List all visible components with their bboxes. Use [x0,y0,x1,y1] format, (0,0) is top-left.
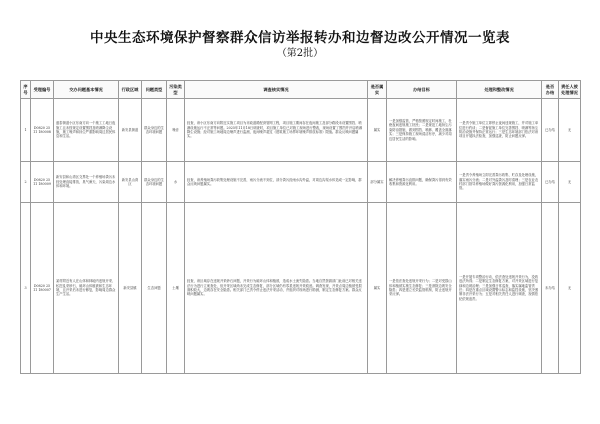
cell-accountability: 无 [559,203,581,374]
cell-complaint: 某村附近有人在山体和林地内违规开采、私挖乱采砂石，破坏山体植被和生态环境，且开采后未进行修复，影响周边群众生产生活。 [54,203,119,374]
cell-investigation: 经查，该养殖场粪污收集处理设施不完善，雨污分流不到位，部分粪污经雨水沟外溢，对周边沟渠水体造成一定影响，群众反映问题属实。 [185,162,368,203]
table-header-row [21,81,581,99]
cell-investigation: 经查，该区域存在违规开采砂石问题，开采行为破坏山体和植被，造成水土流失隐患。当地自然资源部门此前已对相关违法行为进行立案查处，但开采区域尚未完成生态修复，部分区域仍有零星违规开采痕迹。调查发现，开采点周边植被受损面积较大，边坡存在安全隐患。相关部门已责令停止违法开采活动，并组织对现场进行勘测，制定生态修复方案。群众反映问题属实。 [185,203,368,374]
cell-complaint: 盛泰街道小区东南方向一个施工工地日夜施工且未按规定设置围挡及喷淋降尘设施，施工噪声和扬尘严重影响周边居民休息和生活。 [54,99,119,162]
cell-pollution-type: 水 [167,162,185,203]
cell-issue-type: 群众身边的生态环境问题 [142,99,167,162]
document-subtitle: （第2批） [276,48,324,59]
cell-region: 新安县山湾区 [119,162,142,203]
cell-is-true: 部分属实 [368,162,387,203]
cell-issue-type: 生态问题 [142,203,167,374]
cell-is-closed: 已办结 [542,162,559,203]
header-region: 行政区域 [119,81,142,99]
cell-seq: 2 [21,162,31,203]
cell-goal: 一是加强监管，严格按照规定时间施工，杜绝夜间违规施工扰民；二是规范工地扬尘污染防治措施，做到围挡、喷淋、覆盖全面落实；三是保持施工现场清洁有序，减少对周边居民生活的影响。 [387,99,457,162]
header-complaint: 交办问题基本情况 [54,81,119,99]
cell-case-id: D0820 2511 180008 [31,99,54,162]
cell-goal: 一是依法查处违规开采行为；二是对受损山体和植被实施生态修复；三是消除边坡安全隐患；四是建立长效监管机制，防止违规开采反弹。 [387,203,457,374]
cell-is-closed: 已办结 [542,99,559,162]
cell-is-closed: 未办结 [542,203,559,374]
header-seq: 序号 [21,81,31,99]
cell-pollution-type: 土壤 [167,203,185,374]
cell-is-true: 属实 [368,203,387,374]
cell-case-id: D0820 2511 180007 [31,203,54,374]
cell-accountability: 无 [559,99,581,162]
cell-pollution-type: 噪音 [167,99,185,162]
cell-handling: 一是责令养殖场立即完善粪污收集、贮存及处理设施，落实雨污分流；二是对外溢粪污及时清理；三是农业农村部门指导养殖场做好粪污资源化利用，加强日常监管。 [457,162,542,203]
header-investigation: 调查核实情况 [185,81,368,99]
table-row [21,99,581,162]
header-is-closed: 是否办结 [542,81,559,99]
cell-seq: 1 [21,99,31,162]
cell-handling: 一是开展专项整治行动，依法查处违规开采行为，没收违法所得；二是制定生态修复方案，对开采区域进行复绿和边坡治理；三是加强日常巡查，落实属地监管责任；四是在重点区域设置警示标志和监控设施，坚决遏制非法开采行为；五是对相关责任人进行调查，视情依纪依规追责。 [457,203,542,374]
header-accountability: 责任人被处理情况 [559,81,581,99]
header-case-id: 受理编号 [31,81,54,99]
header-goal: 办结目标 [387,81,457,99]
header-pollution-type: 污染类型 [167,81,185,99]
cell-goal: 解决养殖粪污直排问题，确保粪污得到有效收集和资源化利用。 [387,162,457,203]
cell-case-id: D0820 2511 180009 [31,162,54,203]
cell-investigation: 经查，该小区东南方向附近实施工项目为市政道路配套管网工程，项目施工期间存在夜间施工及部分路段未设置围挡、喷淋设施运行不正常等问题。2025年11月18日调查时，项目施工单位已对施工现场进行整改，现场设置了围挡并开启喷淋降尘设施；经对施工场地周边噪声进行监测，夜间噪声超过《建筑施工场界环境噪声排放标准》限值。群众反映问题属实。 [185,99,368,162]
header-issue-type: 问题类型 [142,81,167,99]
cell-complaint: 新安县和山湾区交界处一个养殖场粪污未经处理直接排放，臭气熏天，污染周边水体和环境。 [54,162,119,203]
cell-region: 新安县镇 [119,203,142,374]
table-row [21,203,581,374]
table-row [21,162,581,203]
header-is-true: 是否属实 [368,81,387,99]
cell-region: 新安县街道 [119,99,142,162]
cell-issue-type: 群众身边的生态环境问题 [142,162,167,203]
cell-seq: 3 [21,203,31,374]
document-title: 中央生态环境保护督察群众信访举报转办和边督边改公开情况一览表 [90,30,510,46]
cell-handling: 一是责令施工单位立即停止夜间违规施工，并对施工单位进行约谈；二是督促施工单位完善围挡、喷淋等扬尘防治设施并保持正常运行；三是生态环境部门依法对该项目开展执法检查，加强巡查，防止问题反弹。 [457,99,542,162]
disclosure-table [20,80,581,374]
cell-accountability: 无 [559,162,581,203]
cell-is-true: 属实 [368,99,387,162]
header-handling: 处理和整改情况 [457,81,542,99]
